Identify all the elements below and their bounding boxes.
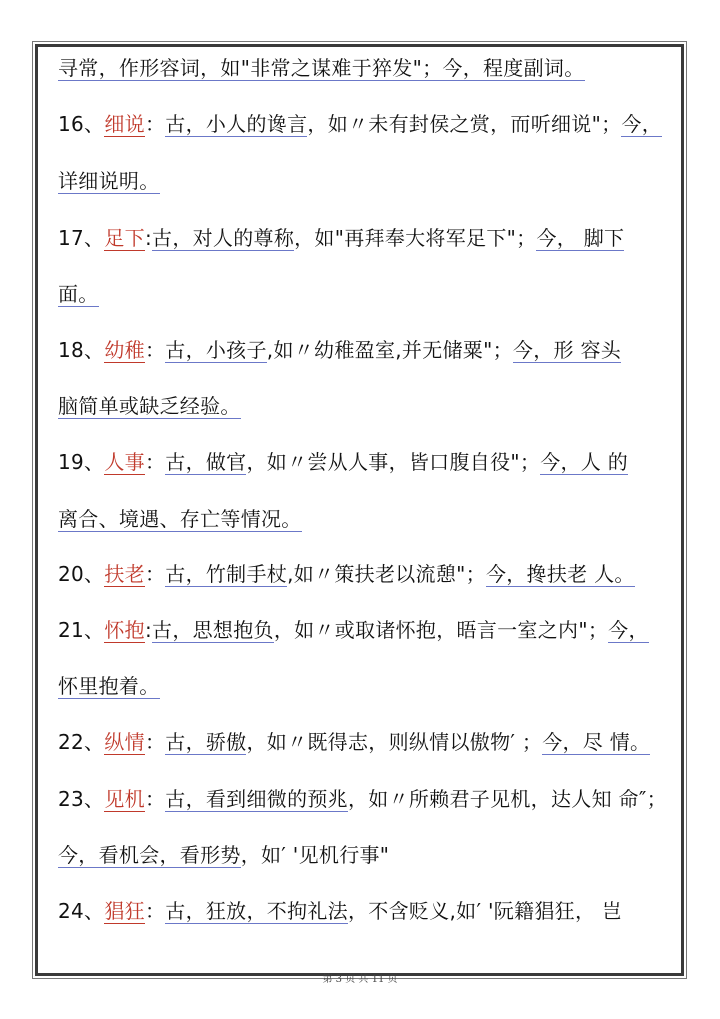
term-word: 猖狂 xyxy=(104,899,145,923)
term-word: 细说 xyxy=(104,112,145,136)
text-line xyxy=(58,225,624,251)
text-segment: 古，骄傲 xyxy=(165,730,247,754)
text-line xyxy=(58,842,389,868)
text-segment: 16、 xyxy=(58,112,105,136)
term-word: 人事 xyxy=(104,450,145,474)
text-segment: : xyxy=(144,226,153,250)
text-segment: ，如"再拜奉大将军足下"； xyxy=(294,226,537,250)
text-segment: 今，程度副词。 xyxy=(442,56,585,80)
term-word: 纵情 xyxy=(104,730,145,754)
text-line xyxy=(58,898,622,924)
text-segment: 22、 xyxy=(58,730,105,754)
text-segment: 24、 xyxy=(58,899,105,923)
text-segment: 古，竹制手杖 xyxy=(165,562,288,586)
text-line xyxy=(58,561,635,587)
text-segment: 面。 xyxy=(58,282,99,306)
text-segment: 今，尽 情。 xyxy=(542,730,651,754)
text-line xyxy=(58,786,667,812)
text-segment: 18、 xyxy=(58,338,105,362)
text-segment: ，如〃既得志，则纵情以傲物′ ； xyxy=(246,730,543,754)
text-segment: 古，做官 xyxy=(165,450,247,474)
text-segment: 17、 xyxy=(58,226,105,250)
text-segment: 离合、境遇、存亡等情况。 xyxy=(58,507,302,531)
text-segment: ,如〃幼稚盈室,并无储粟"； xyxy=(266,338,513,362)
text-segment: ,如〃策扶老以流憩"； xyxy=(287,562,486,586)
text-line xyxy=(58,111,662,137)
text-segment: : xyxy=(144,618,153,642)
text-segment: 23、 xyxy=(58,787,105,811)
text-segment: ，如〃尝从人事，皆口腹自役"； xyxy=(246,450,541,474)
text-segment: ： xyxy=(144,450,166,474)
text-line xyxy=(58,449,628,475)
text-segment: 古，看到细微的预兆 xyxy=(165,787,348,811)
text-line xyxy=(58,673,160,699)
text-segment: 19、 xyxy=(58,450,105,474)
text-segment: 今，看机会，看形势 xyxy=(58,843,241,867)
text-segment: 古，狂放，不拘礼法 xyxy=(165,899,348,923)
text-line xyxy=(58,168,160,194)
text-line xyxy=(58,337,621,363)
text-line xyxy=(58,393,241,419)
text-line xyxy=(58,729,650,755)
text-line xyxy=(58,617,649,643)
text-segment: 怀里抱着。 xyxy=(58,674,160,698)
term-word: 幼稚 xyxy=(104,338,145,362)
text-segment: 20、 xyxy=(58,562,105,586)
text-line xyxy=(58,55,585,81)
text-segment: ： xyxy=(144,730,166,754)
text-segment: ，如〃所赖君子见机，达人知 命″； xyxy=(347,787,667,811)
text-segment: 今，搀扶老 人。 xyxy=(485,562,635,586)
text-line xyxy=(58,506,302,532)
term-word: 怀抱 xyxy=(104,618,145,642)
text-segment: ： xyxy=(144,899,166,923)
page-footer: 第 3 页 共 11 页 xyxy=(322,974,398,985)
text-segment: 古，小孩子 xyxy=(165,338,267,362)
text-segment: 今， xyxy=(621,112,662,136)
term-word: 足下 xyxy=(104,226,145,250)
term-word: 扶老 xyxy=(104,562,145,586)
text-segment: ，如〃或取诸怀抱，晤言一室之内"； xyxy=(273,618,609,642)
text-segment: ： xyxy=(144,338,166,362)
text-segment: 详细说明。 xyxy=(58,169,160,193)
text-segment: 古，对人的尊称 xyxy=(152,226,295,250)
text-segment: 古，思想抱负 xyxy=(152,618,274,642)
text-segment: 今，人 的 xyxy=(540,450,629,474)
text-segment: ，如′ '见机行事" xyxy=(240,843,390,867)
text-line xyxy=(58,281,99,307)
text-segment: ，不含贬义,如′ '阮籍猖狂， 岂 xyxy=(347,899,623,923)
text-segment: 古，小人的谗言 xyxy=(165,112,308,136)
text-segment: ： xyxy=(144,112,166,136)
term-word: 见机 xyxy=(104,787,145,811)
text-segment: 寻常，作形容词，如"非常之谋难于猝发"； xyxy=(58,56,443,80)
text-segment: 脑简单或缺乏经验。 xyxy=(58,394,241,418)
text-segment: 今， xyxy=(608,618,649,642)
text-segment: 今， 脚下 xyxy=(536,226,625,250)
text-segment: ： xyxy=(144,562,166,586)
text-segment: 21、 xyxy=(58,618,105,642)
text-segment: 今，形 容头 xyxy=(512,338,622,362)
text-segment: ： xyxy=(144,787,166,811)
text-segment: ，如〃未有封侯之赏，而听细说"； xyxy=(307,112,622,136)
